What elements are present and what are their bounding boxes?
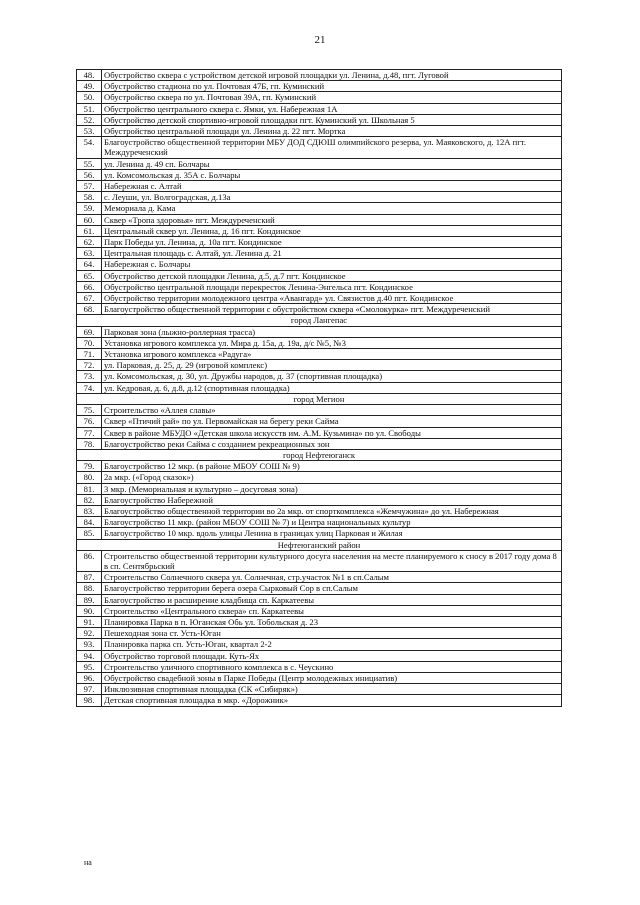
row-number: 82. <box>77 494 102 505</box>
table-row <box>77 214 562 225</box>
table-row <box>77 438 562 449</box>
row-description: Благоустройство 10 мкр. вдоль улицы Ленина в границах улиц Парковая и Жилая <box>102 528 562 539</box>
row-number: 65. <box>77 270 102 281</box>
row-description: Сквер «Птичий рай» по ул. Первомайская на берегу реки Сайма <box>102 416 562 427</box>
row-number: 84. <box>77 517 102 528</box>
row-description: Детская спортивная площадка в мкр. «Дорожник» <box>102 695 562 706</box>
row-number: 69. <box>77 326 102 337</box>
row-description: Обустройство центрального сквера с. Ямки, ул. Набережная 1А <box>102 103 562 114</box>
row-number: 54. <box>77 137 102 158</box>
row-description: Обустройство центральной площади ул. Ленина д. 22 пгт. Мортка <box>102 126 562 137</box>
table-row <box>77 528 562 539</box>
row-number: 92. <box>77 628 102 639</box>
table-row <box>77 293 562 304</box>
table-row <box>77 192 562 203</box>
row-description: Обустройство территории молодежного центра «Авангард» ул. Связистов д.40 пгт. Кондинское <box>102 293 562 304</box>
row-description: Обустройство стадиона по ул. Почтовая 47Б, гп. Куминский <box>102 81 562 92</box>
table-row <box>77 672 562 683</box>
row-number: 97. <box>77 684 102 695</box>
table-row <box>77 126 562 137</box>
row-description: Строительство «Аллея славы» <box>102 405 562 416</box>
table-row <box>77 203 562 214</box>
table-row <box>77 349 562 360</box>
section-title: город Нефтеюганск <box>77 449 562 460</box>
table-row <box>77 237 562 248</box>
row-description: Обустройство центральной площади перекресток Ленина-Энгельса пгт. Кондинское <box>102 281 562 292</box>
table-row <box>77 594 562 605</box>
row-description: Сквер «Тропа здоровья» пгт. Междуреченский <box>102 214 562 225</box>
page-number: 21 <box>314 34 326 46</box>
row-description: Планировка Парка в п. Юганская Обь ул. Тобольская д. 23 <box>102 616 562 627</box>
table-row <box>77 70 562 81</box>
row-number: 53. <box>77 126 102 137</box>
table-row <box>77 326 562 337</box>
row-description: 3 мкр. (Мемориальная и культурно – досуговая зона) <box>102 483 562 494</box>
row-number: 62. <box>77 237 102 248</box>
row-number: 77. <box>77 427 102 438</box>
row-number: 57. <box>77 181 102 192</box>
row-number: 58. <box>77 192 102 203</box>
row-description: Установка игрового комплекса «Радуга» <box>102 349 562 360</box>
table-row <box>77 461 562 472</box>
footer-note: на <box>84 858 92 867</box>
row-description: Мемориала д. Кама <box>102 203 562 214</box>
table-row <box>77 259 562 270</box>
table-row <box>77 483 562 494</box>
table-row <box>77 605 562 616</box>
row-number: 81. <box>77 483 102 494</box>
table-row <box>77 382 562 393</box>
row-description: Благоустройство общественной территории МБУ ДОД СДЮШ олимпийского резерва, ул. Маяковского, д. 12А пгт. Междуреченский <box>102 137 562 158</box>
row-number: 66. <box>77 281 102 292</box>
row-number: 87. <box>77 572 102 583</box>
table-row <box>77 661 562 672</box>
table-row <box>77 304 562 315</box>
table-row <box>77 572 562 583</box>
row-number: 50. <box>77 92 102 103</box>
table-row <box>77 169 562 180</box>
table-row <box>77 371 562 382</box>
row-number: 52. <box>77 114 102 125</box>
row-description: Благоустройство реки Сайма с созданием рекреационных зон <box>102 438 562 449</box>
row-number: 55. <box>77 158 102 169</box>
row-description: Обустройство детской спортивно-игровой площадки пгт. Куминский ул. Школьная 5 <box>102 114 562 125</box>
row-description: Строительство Солнечного сквера ул. Солнечная, стр.участок №1 в сп.Салым <box>102 572 562 583</box>
row-description: Благоустройство территории берега озера Сырковый Сор в сп.Салым <box>102 583 562 594</box>
row-description: с. Леуши, ул. Волгоградская, д.13а <box>102 192 562 203</box>
section-title: город Лангепас <box>77 315 562 326</box>
row-number: 72. <box>77 360 102 371</box>
row-number: 61. <box>77 225 102 236</box>
table-row <box>77 639 562 650</box>
row-number: 73. <box>77 371 102 382</box>
table-row <box>77 181 562 192</box>
row-description: Планировка парка сп. Усть-Юган, квартал 2-2 <box>102 639 562 650</box>
row-description: Центральный сквер ул. Ленина, д. 16 пгт. Кондинское <box>102 225 562 236</box>
row-description: ул. Кедровая, д. 6, д.8, д.12 (спортивная площадка) <box>102 382 562 393</box>
table-row <box>77 114 562 125</box>
row-number: 67. <box>77 293 102 304</box>
row-number: 68. <box>77 304 102 315</box>
row-number: 85. <box>77 528 102 539</box>
table-row <box>77 92 562 103</box>
row-number: 93. <box>77 639 102 650</box>
row-number: 59. <box>77 203 102 214</box>
row-number: 70. <box>77 337 102 348</box>
row-description: Пешеходная зона ст. Усть-Юган <box>102 628 562 639</box>
row-number: 60. <box>77 214 102 225</box>
row-description: Благоустройство Набережной <box>102 494 562 505</box>
row-description: Установка игрового комплекса ул. Мира д. 15а, д. 19а, д/с №5, №3 <box>102 337 562 348</box>
table-row <box>77 695 562 706</box>
row-description: ул. Комсомольская, д. 30, ул. Дружбы народов, д. 37 (спортивная площадка) <box>102 371 562 382</box>
row-description: Обустройство детской площадки Ленина, д.5, д.7 пгт. Кондинское <box>102 270 562 281</box>
row-number: 78. <box>77 438 102 449</box>
row-description: Инклюзивная спортивная площадка (СК «Сибиряк») <box>102 684 562 695</box>
row-number: 74. <box>77 382 102 393</box>
table-row <box>77 550 562 571</box>
section-row <box>77 393 562 404</box>
row-description: Обустройство торговой площади. Куть-Ях <box>102 650 562 661</box>
table-row <box>77 650 562 661</box>
table-row <box>77 416 562 427</box>
row-description: Благоустройство 11 мкр. (район МБОУ СОШ № 7) и Центра национальных культур <box>102 517 562 528</box>
table-row <box>77 81 562 92</box>
row-number: 79. <box>77 461 102 472</box>
row-description: Набережная с. Алтай <box>102 181 562 192</box>
row-number: 63. <box>77 248 102 259</box>
row-description: 2а мкр. («Город сказок») <box>102 472 562 483</box>
table-row <box>77 628 562 639</box>
row-description: ул. Ленина д. 49 сп. Болчары <box>102 158 562 169</box>
row-description: Обустройство сквера по ул. Почтовая 39А, гп. Куминский <box>102 92 562 103</box>
row-number: 83. <box>77 505 102 516</box>
row-description: Сквер в районе МБУДО «Детская школа искусств им. А.М. Кузьмина» по ул. Свободы <box>102 427 562 438</box>
row-description: Обустройство свадебной зоны в Парке Победы (Центр молодежных инициатив) <box>102 672 562 683</box>
section-row <box>77 315 562 326</box>
row-number: 75. <box>77 405 102 416</box>
table-row <box>77 472 562 483</box>
row-description: Набережная с. Болчары <box>102 259 562 270</box>
territories-table <box>76 69 562 707</box>
row-number: 95. <box>77 661 102 672</box>
row-description: ул. Парковая, д. 25, д. 29 (игровой комплекс) <box>102 360 562 371</box>
row-description: Строительство общественной территории культурного досуга населения на месте планируемого к сносу в 2017 году дома 8 в сп. Сентябрьский <box>102 550 562 571</box>
row-description: Благоустройство и расширение кладбища сп. Каркатеевы <box>102 594 562 605</box>
table-row <box>77 337 562 348</box>
row-number: 91. <box>77 616 102 627</box>
row-number: 94. <box>77 650 102 661</box>
section-row <box>77 449 562 460</box>
table-row <box>77 517 562 528</box>
table-row <box>77 405 562 416</box>
row-number: 49. <box>77 81 102 92</box>
row-number: 64. <box>77 259 102 270</box>
row-number: 76. <box>77 416 102 427</box>
table-row <box>77 137 562 158</box>
table-row <box>77 583 562 594</box>
row-description: Строительство уличного спортивного комплекса в с. Чеускино <box>102 661 562 672</box>
row-number: 51. <box>77 103 102 114</box>
row-number: 96. <box>77 672 102 683</box>
row-number: 71. <box>77 349 102 360</box>
row-description: Благоустройство общественной территории с обустройством сквера «Смолокурка» пгт. Междуреченский <box>102 304 562 315</box>
row-number: 56. <box>77 169 102 180</box>
row-description: Благоустройство 12 мкр. (в районе МБОУ СОШ № 9) <box>102 461 562 472</box>
row-number: 48. <box>77 70 102 81</box>
row-description: Обустройство сквера с устройством детской игровой площадки ул. Ленина, д.48, пгт. Луговой <box>102 70 562 81</box>
table-body <box>77 70 562 707</box>
row-number: 80. <box>77 472 102 483</box>
table-row <box>77 281 562 292</box>
table-row <box>77 494 562 505</box>
section-title: Нефтеюганский район <box>77 539 562 550</box>
table-row <box>77 427 562 438</box>
row-description: ул. Комсомольская д. 35А с. Болчары <box>102 169 562 180</box>
row-description: Центральная площадь с. Алтай, ул. Ленина д. 21 <box>102 248 562 259</box>
section-title: город Мегион <box>77 393 562 404</box>
section-row <box>77 539 562 550</box>
table-row <box>77 270 562 281</box>
row-number: 89. <box>77 594 102 605</box>
row-description: Парк Победы ул. Ленина, д. 10а пгт. Кондинское <box>102 237 562 248</box>
table-row <box>77 360 562 371</box>
table-row <box>77 158 562 169</box>
table-row <box>77 505 562 516</box>
row-number: 86. <box>77 550 102 571</box>
row-description: Парковая зона (лыжно-роллерная трасса) <box>102 326 562 337</box>
row-description: Благоустройство общественной территории во 2а мкр. от спорткомплекса «Жемчужина» до ул. Набережная <box>102 505 562 516</box>
row-number: 90. <box>77 605 102 616</box>
table-row <box>77 248 562 259</box>
table-row <box>77 225 562 236</box>
table-row <box>77 684 562 695</box>
row-description: Строительство «Центрального сквера» сп. Каркатеевы <box>102 605 562 616</box>
table-row <box>77 103 562 114</box>
table-row <box>77 616 562 627</box>
row-number: 98. <box>77 695 102 706</box>
row-number: 88. <box>77 583 102 594</box>
